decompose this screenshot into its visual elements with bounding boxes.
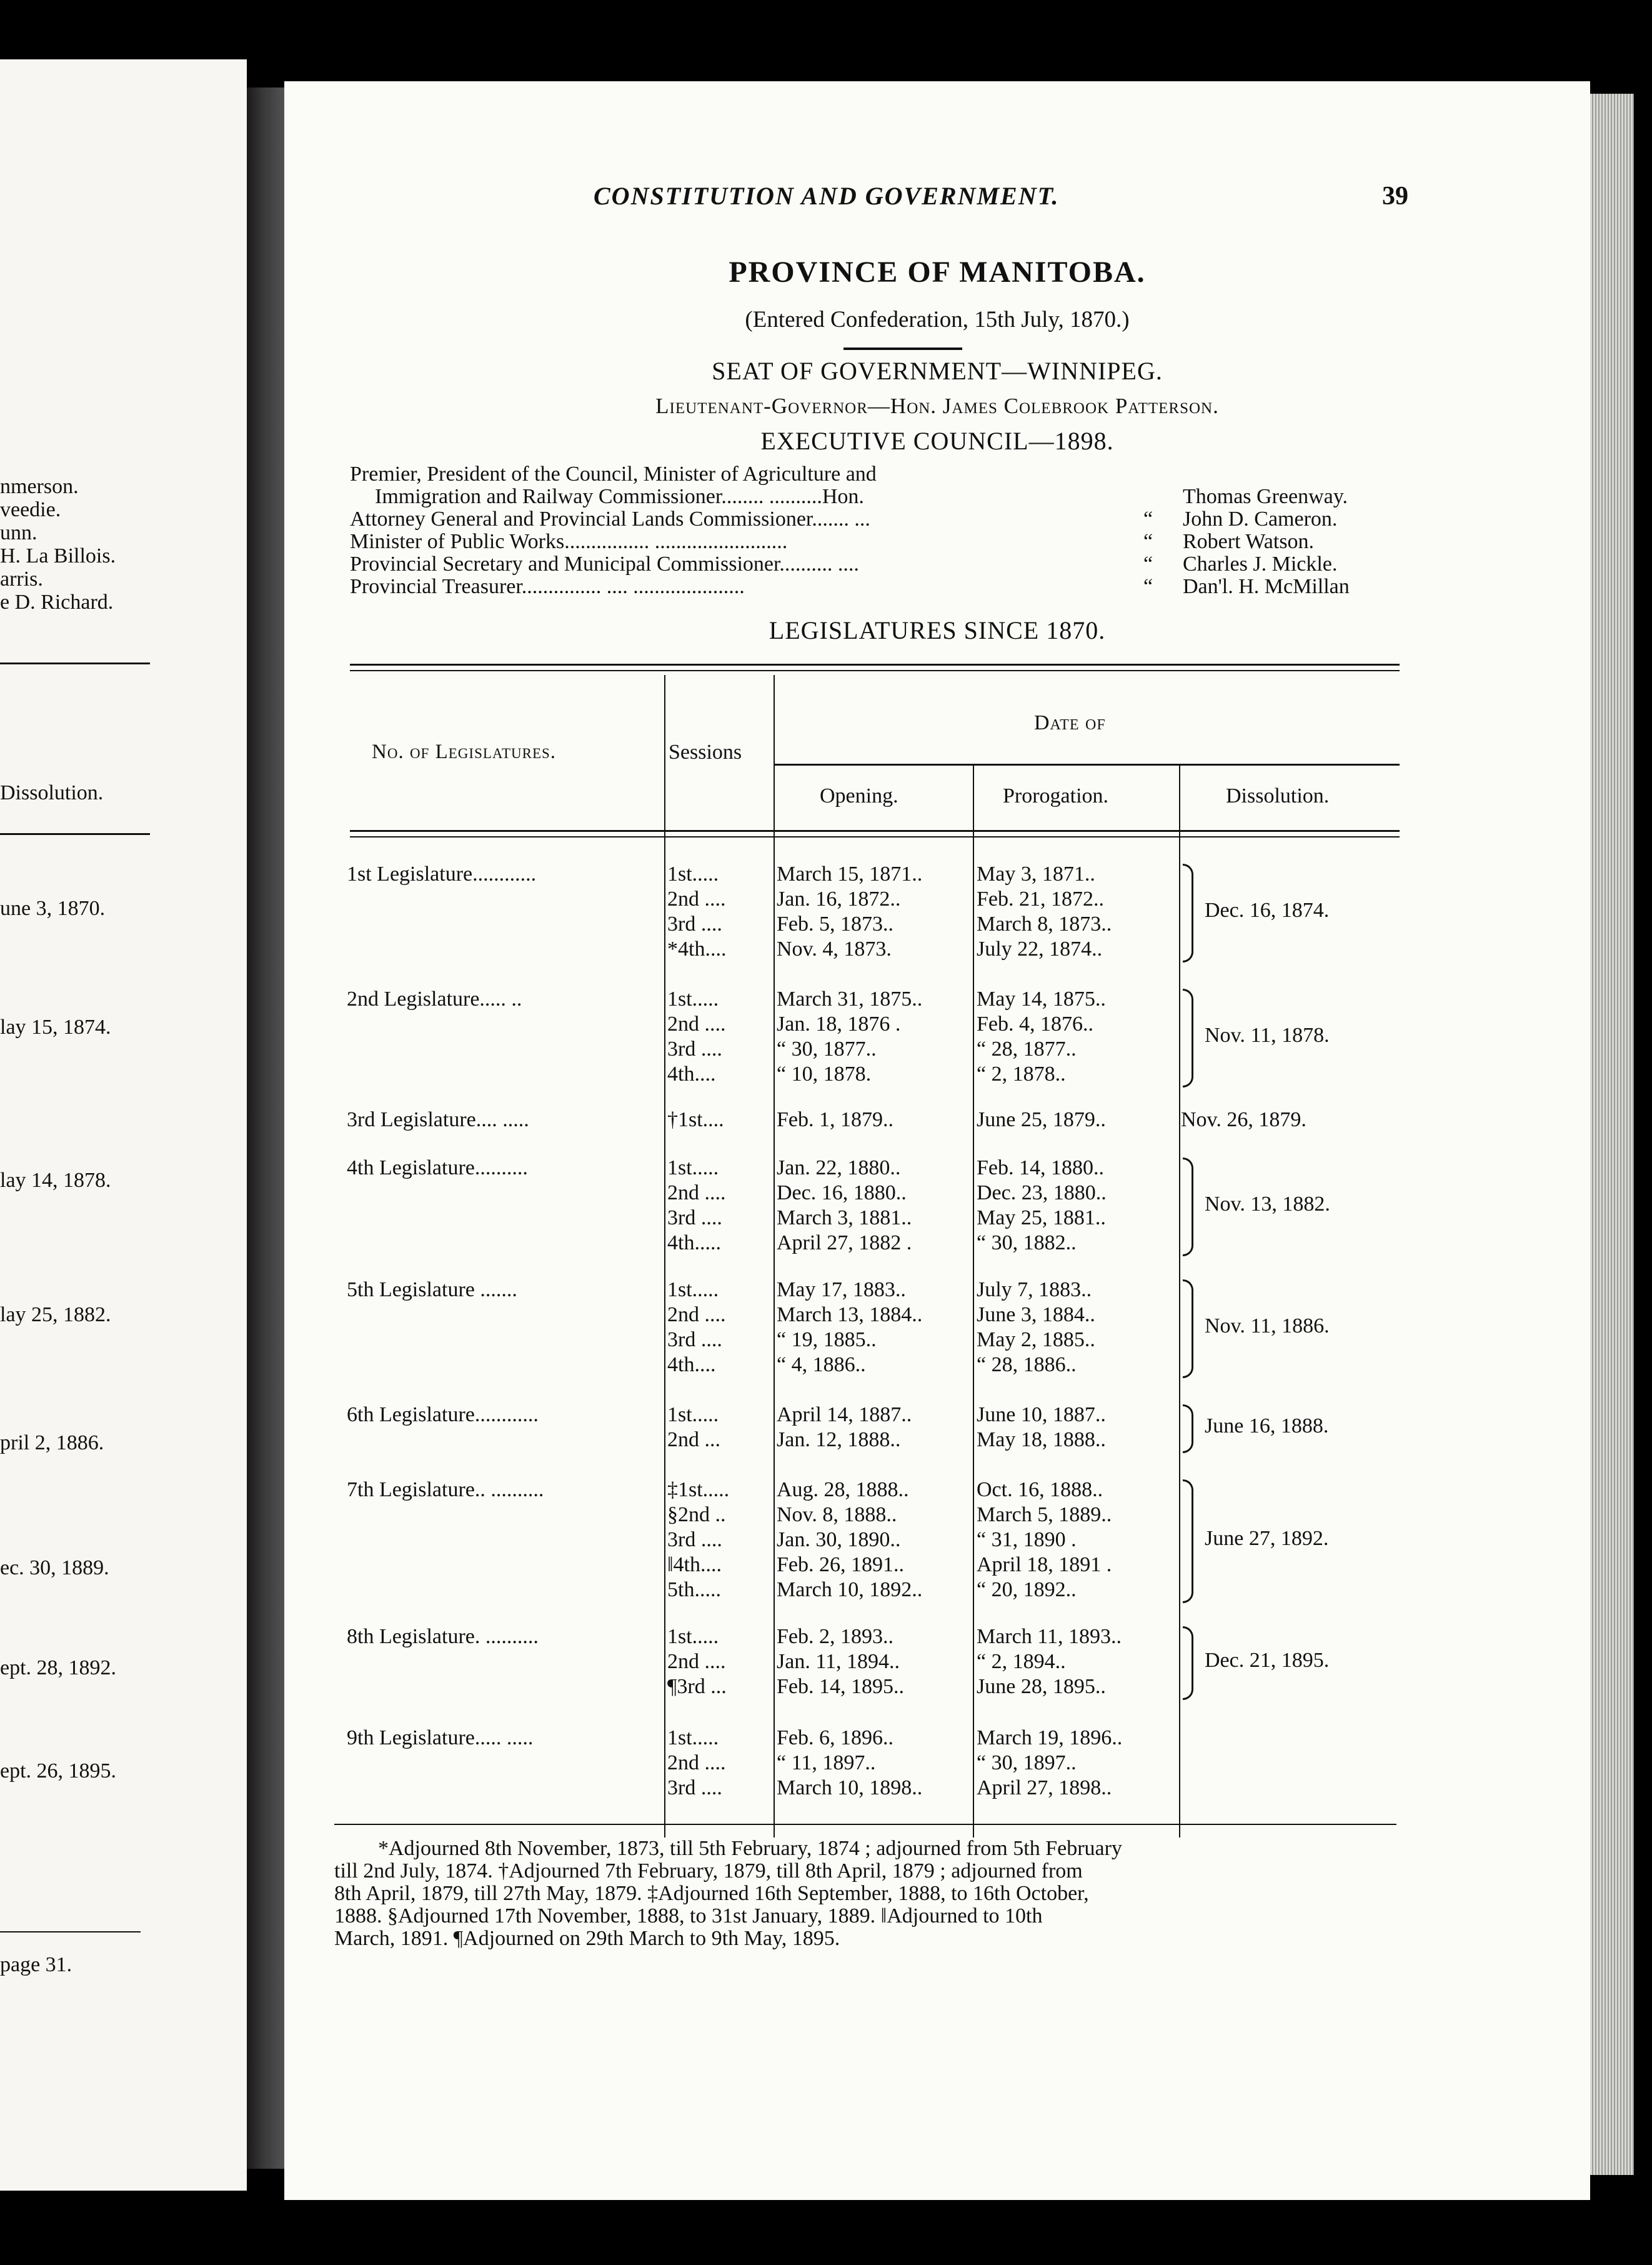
table-bottom-rule bbox=[334, 1824, 1396, 1825]
legislature-name: 8th Legislature. .......... bbox=[347, 1625, 539, 1648]
opening-date-cell: Jan. 22, 1880.. bbox=[777, 1156, 901, 1179]
council-member: Dan'l. H. McMillan bbox=[1183, 575, 1350, 598]
session-cell: ‡1st..... bbox=[667, 1478, 730, 1501]
prorogation-date-cell: May 3, 1871.. bbox=[977, 862, 1095, 886]
footnote-line: 8th April, 1879, till 27th May, 1879. ‡Adjourned 16th September, 1888, to 16th October, bbox=[334, 1882, 1089, 1905]
council-office: Premier, President of the Council, Minister of Agriculture and bbox=[350, 462, 877, 486]
prorogation-date-cell: May 25, 1881.. bbox=[977, 1206, 1106, 1229]
prorogation-date-cell: June 3, 1884.. bbox=[977, 1303, 1095, 1326]
session-cell: *4th.... bbox=[667, 938, 727, 961]
opening-date-cell: March 10, 1898.. bbox=[777, 1776, 923, 1799]
group-brace bbox=[1183, 1279, 1193, 1378]
session-cell: 5th..... bbox=[667, 1578, 721, 1601]
group-brace bbox=[1183, 1404, 1193, 1453]
opening-date-cell: Aug. 28, 1888.. bbox=[777, 1478, 909, 1501]
session-cell: 2nd ... bbox=[667, 1428, 720, 1451]
prorogation-date-cell: “ 30, 1897.. bbox=[977, 1751, 1077, 1774]
prorogation-date-cell: “ 28, 1877.. bbox=[977, 1038, 1077, 1061]
running-title: CONSTITUTION AND GOVERNMENT. bbox=[594, 182, 1060, 210]
session-cell: 3rd .... bbox=[667, 1038, 722, 1061]
ditto-mark: “ bbox=[1143, 575, 1153, 598]
council-member: Robert Watson. bbox=[1183, 530, 1315, 553]
session-cell: ‖4th.... bbox=[667, 1553, 722, 1576]
prorogation-date-cell: May 14, 1875.. bbox=[977, 988, 1106, 1011]
col-header-legislatures: No. of Legislatures. bbox=[372, 741, 557, 763]
header-bottom-rule bbox=[350, 836, 1400, 838]
prorogation-date-cell: Feb. 14, 1880.. bbox=[977, 1156, 1104, 1179]
session-cell: 2nd .... bbox=[667, 1650, 726, 1673]
left-name: arris. bbox=[0, 568, 43, 591]
legislature-name: 5th Legislature ....... bbox=[347, 1278, 517, 1301]
prorogation-date-cell: “ 2, 1894.. bbox=[977, 1650, 1066, 1673]
opening-date-cell: Jan. 11, 1894.. bbox=[777, 1650, 900, 1673]
left-name: unn. bbox=[0, 521, 37, 544]
council-office: Provincial Treasurer............... .... ..................... bbox=[350, 575, 745, 598]
prorogation-date-cell: Oct. 16, 1888.. bbox=[977, 1478, 1103, 1501]
dissolution-date-cell: Nov. 11, 1878. bbox=[1205, 1024, 1330, 1047]
session-cell: 1st..... bbox=[667, 1625, 719, 1648]
left-page bbox=[0, 59, 247, 2191]
opening-date-cell: “ 19, 1885.. bbox=[777, 1328, 877, 1351]
group-brace bbox=[1183, 1626, 1193, 1700]
prorogation-date-cell: “ 2, 1878.. bbox=[977, 1062, 1066, 1086]
legislature-name: 2nd Legislature..... .. bbox=[347, 988, 522, 1011]
page-number: 39 bbox=[1382, 182, 1408, 211]
legislature-name: 4th Legislature.......... bbox=[347, 1156, 528, 1179]
prorogation-date-cell: July 7, 1883.. bbox=[977, 1278, 1092, 1301]
confederation-note: (Entered Confederation, 15th July, 1870.) bbox=[745, 307, 1130, 332]
council-office: Provincial Secretary and Municipal Commissioner.......... .... bbox=[350, 552, 859, 576]
opening-date-cell: Feb. 14, 1895.. bbox=[777, 1675, 904, 1698]
prorogation-date-cell: Feb. 4, 1876.. bbox=[977, 1012, 1093, 1036]
col-header-sessions: Sessions bbox=[669, 741, 742, 764]
opening-date-cell: April 27, 1882 . bbox=[777, 1231, 912, 1254]
opening-date-cell: Jan. 18, 1876 . bbox=[777, 1012, 901, 1036]
prorogation-date-cell: “ 31, 1890 . bbox=[977, 1528, 1077, 1551]
left-dissolution-date: ept. 26, 1895. bbox=[0, 1759, 117, 1782]
prorogation-date-cell: March 8, 1873.. bbox=[977, 912, 1112, 936]
left-dissolution-header: Dissolution. bbox=[0, 781, 104, 804]
group-brace bbox=[1183, 864, 1193, 962]
opening-date-cell: “ 11, 1897.. bbox=[777, 1751, 876, 1774]
left-dissolution-date: ec. 30, 1889. bbox=[0, 1556, 109, 1579]
left-dissolution-date: ept. 28, 1892. bbox=[0, 1656, 117, 1679]
opening-date-cell: May 17, 1883.. bbox=[777, 1278, 906, 1301]
group-brace bbox=[1183, 1479, 1193, 1603]
opening-date-cell: Feb. 26, 1891.. bbox=[777, 1553, 904, 1576]
prorogation-date-cell: March 19, 1896.. bbox=[977, 1726, 1123, 1749]
dissolution-date-cell: Nov. 11, 1886. bbox=[1205, 1314, 1330, 1338]
opening-date-cell: Feb. 5, 1873.. bbox=[777, 912, 893, 936]
dissolution-date-cell: June 16, 1888. bbox=[1205, 1414, 1329, 1438]
opening-date-cell: Dec. 16, 1880.. bbox=[777, 1181, 907, 1204]
table-top-rule bbox=[350, 670, 1400, 671]
prorogation-date-cell: “ 30, 1882.. bbox=[977, 1231, 1077, 1254]
dissolution-date-cell: Dec. 21, 1895. bbox=[1205, 1649, 1330, 1672]
council-member: Thomas Greenway. bbox=[1183, 485, 1348, 508]
session-cell: 1st..... bbox=[667, 1278, 719, 1301]
left-rule bbox=[0, 833, 150, 835]
left-name: nmerson. bbox=[0, 475, 79, 498]
opening-date-cell: Jan. 12, 1888.. bbox=[777, 1428, 901, 1451]
opening-date-cell: “ 30, 1877.. bbox=[777, 1038, 877, 1061]
legislature-name: 9th Legislature..... ..... bbox=[347, 1726, 534, 1749]
prorogation-date-cell: June 28, 1895.. bbox=[977, 1675, 1106, 1698]
dissolution-date-cell: Nov. 13, 1882. bbox=[1205, 1192, 1330, 1216]
opening-date-cell: Nov. 4, 1873. bbox=[777, 938, 892, 961]
opening-date-cell: March 15, 1871.. bbox=[777, 862, 923, 886]
opening-date-cell: Feb. 2, 1893.. bbox=[777, 1625, 893, 1648]
opening-date-cell: Jan. 30, 1890.. bbox=[777, 1528, 901, 1551]
prorogation-date-cell: April 27, 1898.. bbox=[977, 1776, 1112, 1799]
session-cell: 4th..... bbox=[667, 1231, 721, 1254]
session-cell: †1st.... bbox=[667, 1108, 724, 1131]
column-divider bbox=[774, 675, 775, 1838]
opening-date-cell: March 31, 1875.. bbox=[777, 988, 923, 1011]
group-brace bbox=[1183, 1158, 1193, 1256]
session-cell: 3rd .... bbox=[667, 912, 722, 936]
column-divider bbox=[664, 675, 665, 1838]
prorogation-date-cell: “ 20, 1892.. bbox=[977, 1578, 1077, 1601]
prorogation-date-cell: July 22, 1874.. bbox=[977, 938, 1103, 961]
left-name: veedie. bbox=[0, 498, 61, 521]
left-rule bbox=[0, 662, 150, 664]
prorogation-date-cell: Dec. 23, 1880.. bbox=[977, 1181, 1107, 1204]
council-member: Charles J. Mickle. bbox=[1183, 552, 1338, 576]
dissolution-date-cell: June 27, 1892. bbox=[1205, 1527, 1329, 1550]
session-cell: 2nd .... bbox=[667, 888, 726, 911]
session-cell: 3rd .... bbox=[667, 1206, 722, 1229]
session-cell: 1st..... bbox=[667, 988, 719, 1011]
legislature-name: 7th Legislature.. .......... bbox=[347, 1478, 544, 1501]
table-top-rule bbox=[350, 664, 1400, 666]
dissolution-date-cell: Dec. 16, 1874. bbox=[1205, 899, 1330, 922]
prorogation-date-cell: June 25, 1879.. bbox=[977, 1108, 1106, 1131]
page-edges bbox=[1590, 94, 1634, 2175]
legislature-name: 3rd Legislature.... ..... bbox=[347, 1108, 529, 1131]
prorogation-date-cell: Feb. 21, 1872.. bbox=[977, 888, 1104, 911]
opening-date-cell: March 10, 1892.. bbox=[777, 1578, 923, 1601]
prorogation-date-cell: “ 28, 1886.. bbox=[977, 1353, 1077, 1376]
session-cell: 4th.... bbox=[667, 1062, 716, 1086]
opening-date-cell: Feb. 1, 1879.. bbox=[777, 1108, 893, 1131]
left-dissolution-date: lay 14, 1878. bbox=[0, 1169, 111, 1192]
left-dissolution-date: lay 25, 1882. bbox=[0, 1303, 111, 1326]
session-cell: ¶3rd ... bbox=[667, 1675, 727, 1698]
left-dissolution-date: pril 2, 1886. bbox=[0, 1431, 104, 1454]
legislature-name: 6th Legislature............ bbox=[347, 1403, 539, 1426]
opening-date-cell: “ 10, 1878. bbox=[777, 1062, 872, 1086]
session-cell: 3rd .... bbox=[667, 1776, 722, 1799]
session-cell: 1st..... bbox=[667, 862, 719, 886]
footnotes bbox=[334, 1838, 1396, 1950]
legislatures-heading: LEGISLATURES SINCE 1870. bbox=[769, 616, 1106, 644]
session-cell: 2nd .... bbox=[667, 1012, 726, 1036]
opening-date-cell: Jan. 16, 1872.. bbox=[777, 888, 901, 911]
session-cell: §2nd .. bbox=[667, 1503, 726, 1526]
opening-date-cell: March 3, 1881.. bbox=[777, 1206, 912, 1229]
left-dissolution-date: lay 15, 1874. bbox=[0, 1016, 111, 1039]
ditto-mark: “ bbox=[1143, 530, 1153, 553]
column-divider bbox=[1179, 764, 1180, 1838]
column-divider bbox=[973, 764, 974, 1838]
executive-council-heading: EXECUTIVE COUNCIL—1898. bbox=[760, 427, 1114, 455]
session-cell: 2nd .... bbox=[667, 1181, 726, 1204]
group-brace bbox=[1183, 989, 1193, 1088]
opening-date-cell: Nov. 8, 1888.. bbox=[777, 1503, 897, 1526]
footnote-line: March, 1891. ¶Adjourned on 29th March to 9th May, 1895. bbox=[334, 1927, 840, 1950]
council-office: Immigration and Railway Commissioner........ ..........Hon. bbox=[375, 485, 864, 508]
col-header-prorogation: Prorogation. bbox=[1003, 784, 1109, 808]
session-cell: 2nd .... bbox=[667, 1751, 726, 1774]
session-cell: 1st..... bbox=[667, 1726, 719, 1749]
col-header-date-of: Date of bbox=[1034, 711, 1106, 734]
lieutenant-governor: Lieutenant-Governor—Hon. James Colebrook Patterson. bbox=[655, 394, 1219, 418]
title-rule bbox=[843, 348, 962, 350]
left-name: H. La Billois. bbox=[0, 544, 116, 568]
footnote-line: till 2nd July, 1874. †Adjourned 7th February, 1879, till 8th April, 1879 ; adjourned from bbox=[334, 1859, 1083, 1882]
seat-of-government: SEAT OF GOVERNMENT—WINNIPEG. bbox=[712, 357, 1163, 385]
left-footnote: page 31. bbox=[0, 1953, 72, 1976]
council-office: Minister of Public Works................ ......................... bbox=[350, 530, 788, 553]
council-member: John D. Cameron. bbox=[1183, 508, 1338, 531]
session-cell: 4th.... bbox=[667, 1353, 716, 1376]
prorogation-date-cell: March 11, 1893.. bbox=[977, 1625, 1122, 1648]
opening-date-cell: “ 4, 1886.. bbox=[777, 1353, 866, 1376]
col-header-opening: Opening. bbox=[820, 784, 898, 808]
session-cell: 3rd .... bbox=[667, 1528, 722, 1551]
col-header-dissolution: Dissolution. bbox=[1226, 784, 1330, 808]
left-name: e D. Richard. bbox=[0, 591, 114, 614]
prorogation-date-cell: May 18, 1888.. bbox=[977, 1428, 1106, 1451]
left-dissolution-date: une 3, 1870. bbox=[0, 897, 106, 920]
province-title: PROVINCE OF MANITOBA. bbox=[729, 256, 1146, 289]
session-cell: 3rd .... bbox=[667, 1328, 722, 1351]
session-cell: 2nd .... bbox=[667, 1303, 726, 1326]
legislature-name: 1st Legislature............ bbox=[347, 862, 537, 886]
prorogation-date-cell: June 10, 1887.. bbox=[977, 1403, 1106, 1426]
session-cell: 1st..... bbox=[667, 1156, 719, 1179]
prorogation-date-cell: May 2, 1885.. bbox=[977, 1328, 1095, 1351]
ditto-mark: “ bbox=[1143, 508, 1153, 531]
opening-date-cell: April 14, 1887.. bbox=[777, 1403, 912, 1426]
council-office: Attorney General and Provincial Lands Commissioner....... ... bbox=[350, 508, 870, 531]
prorogation-date-cell: April 18, 1891 . bbox=[977, 1553, 1112, 1576]
dissolution-date-cell: Nov. 26, 1879. bbox=[1181, 1108, 1306, 1131]
prorogation-date-cell: March 5, 1889.. bbox=[977, 1503, 1112, 1526]
date-of-rule bbox=[774, 764, 1400, 766]
ditto-mark: “ bbox=[1143, 552, 1153, 576]
left-rule bbox=[0, 1931, 141, 1932]
footnote-line: 1888. §Adjourned 17th November, 1888, to 31st January, 1889. ‖Adjourned to 10th bbox=[334, 1904, 1043, 1928]
header-bottom-rule bbox=[350, 830, 1400, 832]
opening-date-cell: Feb. 6, 1896.. bbox=[777, 1726, 893, 1749]
opening-date-cell: March 13, 1884.. bbox=[777, 1303, 923, 1326]
session-cell: 1st..... bbox=[667, 1403, 719, 1426]
footnote-line: *Adjourned 8th November, 1873, till 5th February, 1874 ; adjourned from 5th February bbox=[378, 1837, 1122, 1860]
